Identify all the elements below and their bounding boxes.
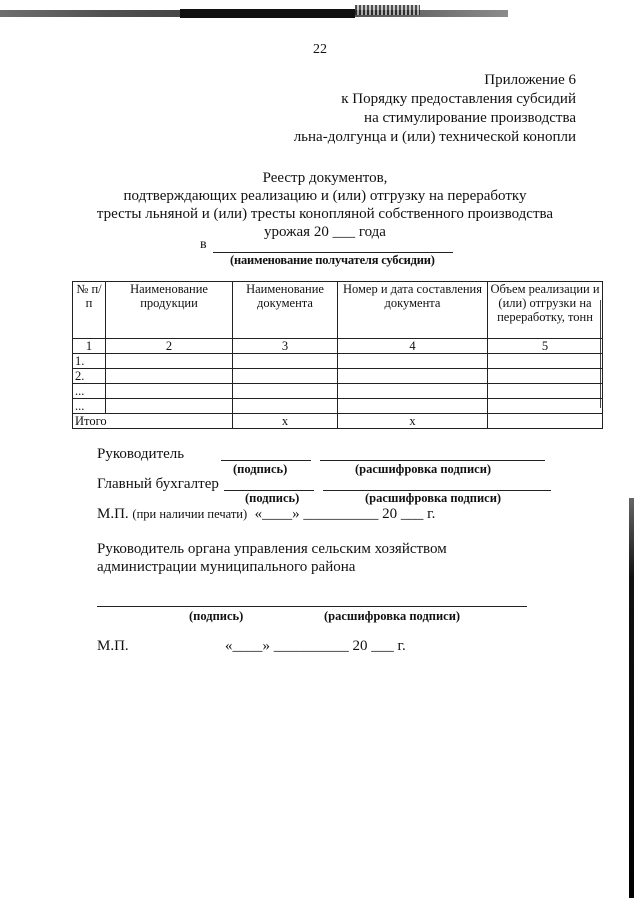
table-cell[interactable]: [488, 399, 603, 414]
stamp-label: М.П.: [97, 506, 129, 522]
table-cell[interactable]: [233, 354, 338, 369]
page-number: 22: [313, 42, 327, 57]
header-cell: Номер и дата составления документа: [338, 282, 488, 339]
stamp-date-field[interactable]: «____» __________ 20 ___ г.: [254, 506, 436, 522]
table-cell[interactable]: [106, 399, 233, 414]
table-cell[interactable]: [233, 384, 338, 399]
title-line: урожая 20 ___ года: [264, 224, 386, 240]
table-cell[interactable]: [488, 369, 603, 384]
recipient-prefix: в: [200, 237, 207, 252]
head-sign-caption: (подпись): [233, 462, 288, 476]
table-cell[interactable]: [106, 354, 233, 369]
column-number: 2: [106, 339, 233, 354]
scan-artifact-right-edge: [629, 498, 634, 898]
table-cell[interactable]: [488, 384, 603, 399]
agency-decode-caption: (расшифровка подписи): [324, 609, 461, 623]
head-label: Руководитель: [97, 446, 185, 462]
column-number: 1: [73, 339, 106, 354]
total-cell[interactable]: [488, 414, 603, 429]
appendix-line: на стимулирование производства: [364, 110, 576, 126]
appendix-line: Приложение 6: [484, 72, 576, 88]
stamp-line-1: [97, 506, 435, 523]
scan-artifact-top-dark: [180, 9, 355, 18]
agency-head-label: [97, 540, 447, 576]
total-label: Итого: [73, 414, 233, 429]
column-number: 5: [488, 339, 603, 354]
agency-line: администрации муниципального района: [97, 559, 356, 575]
table-cell[interactable]: [338, 369, 488, 384]
table-row: [73, 354, 603, 369]
column-number-row: [73, 339, 603, 354]
column-number: 3: [233, 339, 338, 354]
agency-sign-caption: (подпись): [189, 609, 244, 623]
scan-artifact-top-noise: [355, 5, 420, 15]
total-row: [73, 414, 603, 429]
header-cell: Объем реализации и (или) отгрузки на переработку, тонн: [488, 282, 603, 339]
table-cell[interactable]: [338, 399, 488, 414]
table-cell[interactable]: [233, 369, 338, 384]
total-cell: x: [233, 414, 338, 429]
head-decode-caption: (расшифровка подписи): [355, 462, 492, 476]
table-cell[interactable]: [106, 369, 233, 384]
table-cell[interactable]: [488, 354, 603, 369]
accountant-decode-caption: (расшифровка подписи): [365, 491, 502, 505]
header-cell: Наименование документа: [233, 282, 338, 339]
recipient-field: [200, 237, 453, 253]
total-cell: x: [338, 414, 488, 429]
table-cell[interactable]: [106, 384, 233, 399]
title-line: подтверждающих реализацию и (или) отгрузку на переработку: [123, 188, 527, 204]
stamp-label-2: М.П.: [97, 638, 129, 654]
document-title: [0, 169, 640, 241]
accountant-sign-caption: (подпись): [245, 491, 300, 505]
row-index: 1.: [73, 354, 106, 369]
stamp-note: (при наличии печати): [132, 507, 248, 521]
header-cell: № п/п: [73, 282, 106, 339]
column-number: 4: [338, 339, 488, 354]
table-row: [73, 399, 603, 414]
row-index: ...: [73, 384, 106, 399]
title-line: тресты льняной и (или) тресты конопляной собственного производства: [96, 206, 554, 222]
registry-table: [72, 281, 603, 429]
header-cell: Наименование продукции: [106, 282, 233, 339]
table-cell[interactable]: [338, 354, 488, 369]
appendix-header: [294, 71, 576, 147]
accountant-label: Главный бухгалтер: [97, 476, 219, 492]
stamp-date-field-2[interactable]: «____» __________ 20 ___ г.: [225, 638, 406, 654]
appendix-line: к Порядку предоставления субсидий: [341, 91, 576, 107]
table-row: [73, 369, 603, 384]
row-index: ...: [73, 399, 106, 414]
table-cell[interactable]: [233, 399, 338, 414]
recipient-blank[interactable]: [213, 240, 453, 253]
recipient-caption: (наименование получателя субсидии): [230, 253, 435, 267]
table-header-row: [73, 282, 603, 339]
appendix-line: льна-долгунца и (или) технической конопли: [293, 129, 576, 145]
table-cell[interactable]: [338, 384, 488, 399]
title-line: Реестр документов,: [262, 170, 388, 186]
table-row: [73, 384, 603, 399]
agency-sign-field[interactable]: [97, 594, 527, 612]
agency-line: Руководитель органа управления сельским хозяйством: [97, 541, 447, 557]
row-index: 2.: [73, 369, 106, 384]
